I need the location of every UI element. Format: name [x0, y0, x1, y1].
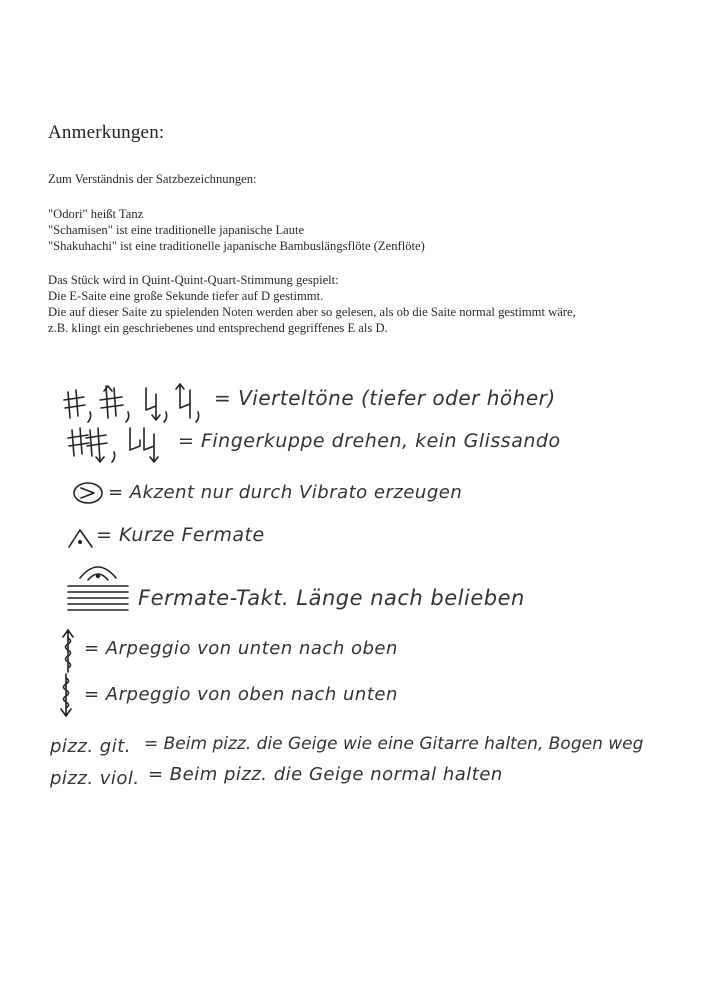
pizz-viol-text: = Beim pizz. die Geige normal halten [148, 764, 503, 785]
double-accidental-symbols-icon [66, 424, 176, 464]
fermata-bar-icon [66, 558, 130, 624]
intro-text: Zum Verständnis der Satzbezeichnungen: [48, 172, 257, 186]
accent-text: = Akzent nur durch Vibrato erzeugen [108, 482, 463, 503]
tuning-note-4: z.B. klingt ein geschriebenes und entsprechend gegriffenes E als D. [48, 321, 388, 335]
fermata-bar-text: Fermate-Takt. Länge nach belieben [138, 586, 525, 610]
arpeggio-down-text: = Arpeggio von oben nach unten [84, 684, 398, 705]
tuning-note-1: Das Stück wird in Quint-Quint-Quart-Stimmung gespielt: [48, 273, 339, 287]
quarter-tone-symbols-icon [62, 382, 212, 422]
tuning-note-3: Die auf dieser Saite zu spielenden Noten werden aber so gelesen, als ob die Saite normal gestimmt wäre, [48, 305, 576, 319]
arpeggio-down-icon [56, 672, 76, 720]
page-heading: Anmerkungen: [48, 122, 165, 143]
pizz-viol-label: pizz. viol. [50, 768, 140, 789]
pizz-git-text: = Beim pizz. die Geige wie eine Gitarre halten, Bogen weg [144, 734, 644, 754]
movement-note-shakuhachi: "Shakuhachi" ist eine traditionelle japanische Bambuslängsflöte (Zenflöte) [48, 239, 425, 253]
finger-tip-text: = Fingerkuppe drehen, kein Glissando [178, 430, 561, 452]
arpeggio-up-icon [58, 626, 78, 674]
circled-accent-icon [70, 480, 106, 506]
quarter-tones-text: = Vierteltöne (tiefer oder höher) [214, 386, 556, 410]
tuning-note-2: Die E-Saite eine große Sekunde tiefer auf D gestimmt. [48, 289, 324, 303]
pizz-git-label: pizz. git. [50, 736, 131, 757]
movement-note-odori: "Odori" heißt Tanz [48, 207, 144, 221]
movement-note-schamisen: "Schamisen" ist eine traditionelle japanische Laute [48, 223, 305, 237]
short-fermata-icon [66, 526, 96, 550]
short-fermata-text: = Kurze Fermate [96, 524, 265, 546]
arpeggio-up-text: = Arpeggio von unten nach oben [84, 638, 398, 659]
